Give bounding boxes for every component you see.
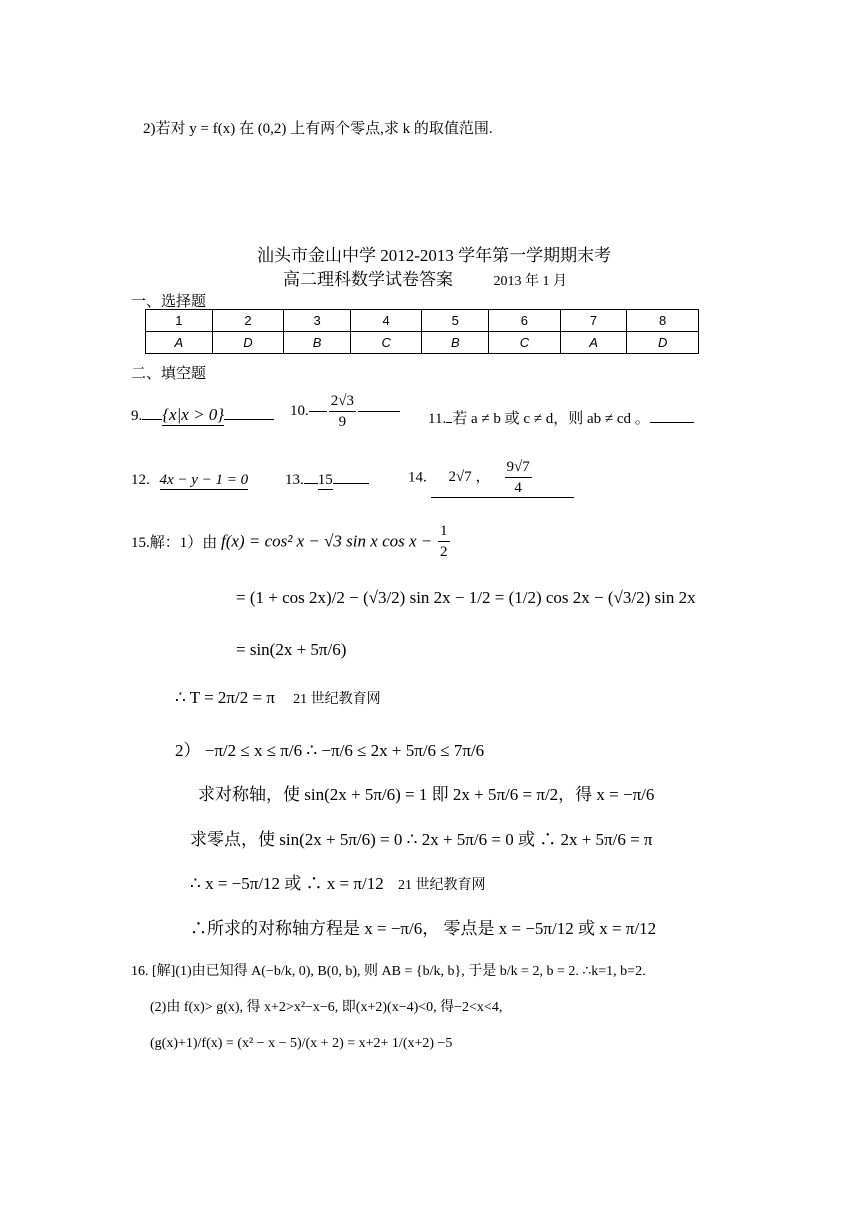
table-cell: 3 [284, 310, 351, 332]
q10-label: 10. [290, 403, 309, 419]
question-2-line [143, 117, 493, 138]
q15-line1 [131, 522, 452, 561]
q9-answer: {x|x > 0} [162, 405, 225, 424]
section-fill-label: 二、填空题 [131, 366, 207, 382]
q9-label: 9. [131, 408, 143, 424]
q15-conclusion: ∴所求的对称轴方程是 x = −π/6， 零点是 x = −5π/12 或 x = π/12 [190, 919, 657, 938]
q16-line2 [150, 996, 502, 1016]
q14-numerator: 9√7 [505, 458, 532, 478]
q15-period: ∴ T = 2π/2 = π [175, 688, 275, 707]
q15-zeros: 求零点，使 sin(2x + 5π/6) = 0 ∴ 2x + 5π/6 = 0 或 ∴ 2x + 5π/6 = π [190, 830, 653, 849]
q13-answer: 15 [317, 472, 333, 488]
exam-subtitle-text: 高二理科数学试卷答案 [283, 270, 453, 289]
q11-label: 11. [428, 411, 447, 427]
q10-fraction [329, 392, 356, 431]
q12-line [131, 472, 248, 490]
q15-line6 [198, 780, 654, 805]
q16-part1: 16. [解](1)由已知得 A(−b/k, 0), B(0, b), 则 AB = {b/k, b}, 于是 b/k = 2, b = 2. ∴k=1, b=2. [131, 964, 646, 979]
q14-answer-a: 2√7 [448, 468, 472, 485]
q16-line3 [150, 1036, 452, 1052]
table-cell: 5 [422, 310, 489, 332]
q15-axis: 求对称轴，使 sin(2x + 5π/6) = 1 即 2x + 5π/6 = π/2，得 x = −π/6 [198, 785, 655, 804]
q15-line9 [190, 914, 656, 939]
table-cell: 8 [627, 310, 699, 332]
exam-subtitle [283, 265, 567, 290]
q10-line [290, 392, 400, 431]
table-row-answers [146, 332, 699, 354]
q15-line7 [190, 825, 653, 850]
table-cell: D [627, 332, 699, 354]
q15-line3 [236, 640, 346, 660]
q15-zero-values: ∴ x = −5π/12 或 ∴ x = π/12 [190, 874, 384, 893]
choice-answer-table [145, 309, 699, 354]
table-row-numbers [146, 310, 699, 332]
table-cell: 2 [212, 310, 284, 332]
q15-line5 [175, 736, 484, 761]
q14-fraction [505, 458, 532, 497]
q15-prefix: 15.解：1）由 [131, 535, 218, 551]
q13-label: 13. [285, 472, 304, 488]
q14-line [408, 458, 574, 498]
q9-line [131, 405, 274, 426]
table-cell: B [284, 332, 351, 354]
exam-title-line1: 汕头市金山中学 2012-2013 学年第一学期期末考 [257, 246, 612, 265]
exam-title [257, 241, 611, 266]
table-cell: 7 [560, 310, 627, 332]
exam-date: 2013 年 1 月 [493, 274, 567, 289]
q15-half-numerator: 1 [438, 522, 450, 542]
q12-answer: 4x − y − 1 = 0 [159, 472, 249, 488]
q15-step2: = (1 + cos 2x)/2 − (√3/2) sin 2x − 1/2 = (1/2) cos 2x − (√3/2) sin 2x [236, 588, 696, 607]
section-choice-label: 一、选择题 [131, 294, 207, 310]
q13-line [285, 472, 369, 490]
table-cell: 4 [350, 310, 422, 332]
table-cell: C [350, 332, 422, 354]
table-cell: 1 [146, 310, 213, 332]
table-cell: 6 [489, 310, 561, 332]
q15-expression: f(x) = cos² x − √3 sin x cos x − [221, 531, 433, 551]
q15-range: 2） −π/2 ≤ x ≤ π/6 ∴ −π/6 ≤ 2x + 5π/6 ≤ 7π/6 [175, 741, 485, 760]
question-2-text: 2)若对 y = f(x) 在 (0,2) 上有两个零点,求 k 的取值范围. [143, 121, 493, 137]
q15-step3: = sin(2x + 5π/6) [236, 640, 347, 659]
q14-label: 14. [408, 469, 427, 486]
q15-line4 [175, 688, 381, 708]
q15-line8 [190, 869, 485, 894]
q15-watermark-note-2: 21 世纪教育网 [397, 878, 486, 893]
q16-line1 [131, 960, 646, 980]
section-fill-heading [131, 362, 206, 383]
table-cell: B [422, 332, 489, 354]
q16-part2: (2)由 f(x)> g(x), 得 x+2>x²−x−6, 即(x+2)(x−4)<0, 得−2<x<4, [150, 1000, 503, 1015]
q11-line [428, 407, 694, 428]
q10-denominator: 9 [338, 414, 347, 430]
q15-half-denominator: 2 [440, 544, 448, 560]
table-cell: D [212, 332, 284, 354]
section-choice-heading [131, 290, 206, 311]
table-cell: A [146, 332, 213, 354]
q15-half-fraction [438, 522, 450, 561]
q10-numerator: 2√3 [329, 392, 356, 412]
q12-label: 12. [131, 472, 150, 488]
table-cell: C [489, 332, 561, 354]
table-cell: A [560, 332, 627, 354]
q16-part3: (g(x)+1)/f(x) = (x² − x − 5)/(x + 2) = x+2+ 1/(x+2) −5 [150, 1036, 453, 1051]
q15-watermark-note: 21 世纪教育网 [293, 692, 381, 707]
q14-separator: ， [475, 468, 491, 485]
q15-line2 [236, 588, 696, 608]
q14-denominator: 4 [514, 480, 522, 496]
q11-answer: 若 a ≠ b 或 c ≠ d，则 ab ≠ cd 。 [452, 411, 650, 427]
